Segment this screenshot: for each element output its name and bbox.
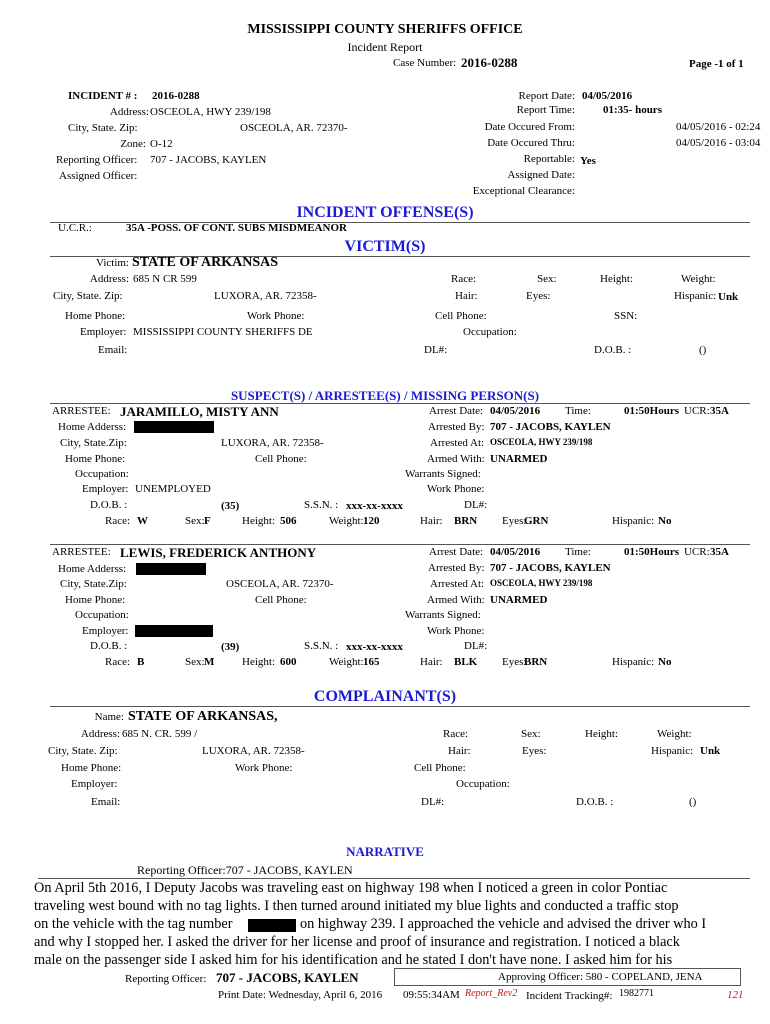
suspects-heading: SUSPECT(S) / ARRESTEE(S) / MISSING PERSON(S) (230, 388, 540, 403)
arrestee1-city-label: City, State.Zip: (60, 437, 127, 449)
arrestee2-label: ARRESTEE: (52, 546, 111, 558)
complainant-cell-phone-label: Cell Phone: (414, 762, 466, 774)
victim-height-label: Height: (600, 273, 633, 285)
page-number: 121 (727, 989, 744, 1001)
complainant-dl-label: DL#: (421, 796, 445, 808)
victim-address-label: Address: (89, 273, 129, 285)
victim-city: LUXORA, AR. 72358- (214, 290, 317, 302)
address-label: Address: (109, 106, 149, 118)
incident-number: 2016-0288 (152, 90, 200, 102)
victim-weight-label: Weight: (681, 273, 716, 285)
incident-city: OSCEOLA, AR. 72370- (240, 122, 348, 134)
complainant-address-label: Address: (80, 728, 120, 740)
narrative-line-2: traveling west bound with no tag lights. I then turned around initiated my blue lights and conducted a traffic stop (34, 898, 679, 914)
victim-employer: MISSISSIPPI COUNTY SHERIFFS DE (133, 326, 313, 338)
arrestee1-height-label: Height: (242, 515, 275, 527)
narrative-line-5: male on the passenger side I asked him for his identification and he stated I don't have none. I asked him for his (34, 952, 673, 968)
arrestee2-hispanic: No (658, 656, 672, 668)
arrestee1-race: W (137, 515, 148, 527)
report-time: 01:35- hours (603, 104, 662, 116)
case-number: 2016-0288 (461, 55, 518, 70)
arrestee2-address-redaction (136, 563, 206, 575)
arrestee1-dob-label: D.O.B. : (90, 499, 128, 511)
arrestee2-employer-redaction (135, 625, 213, 637)
report-subtitle: Incident Report (347, 40, 423, 54)
complainant-name: STATE OF ARKANSAS, (128, 709, 278, 724)
arrestee1-home-phone-label: Home Phone: (65, 453, 126, 465)
victim-heading: VICTIM(S) (344, 238, 426, 255)
arrestee2-armed-label: Armed With: (427, 594, 485, 606)
complainant-divider (50, 706, 750, 707)
complainant-email-label: Email: (91, 796, 121, 808)
offense-heading: INCIDENT OFFENSE(S) (296, 204, 474, 221)
report-date-label: Report Date: (518, 90, 575, 102)
arrestee1-occupation-label: Occupation: (75, 468, 129, 480)
victim-label: Victim: (96, 257, 129, 269)
arrestee2-ucr-label: UCR: (684, 546, 710, 558)
arrestee1-label: ARRESTEE: (52, 405, 111, 417)
zone: O-12 (150, 138, 173, 150)
arrestee1-arrested-by: 707 - JACOBS, KAYLEN (490, 421, 611, 433)
victim-hair-label: Hair: (455, 290, 478, 302)
report-time-label: Report Time: (516, 104, 575, 116)
page-indicator: Page -1 of 1 (689, 58, 744, 70)
arrestee2-weight-label: Weight: (329, 656, 364, 668)
occured-thru-label: Date Occured Thru: (487, 137, 575, 149)
victim-occupation-label: Occupation: (463, 326, 517, 338)
incident-label: INCIDENT # : (68, 90, 138, 102)
office-title: MISSISSIPPI COUNTY SHERIFFS OFFICE (247, 22, 523, 37)
complainant-home-phone-label: Home Phone: (61, 762, 122, 774)
arrestee2-arrest-date: 04/05/2016 (490, 546, 541, 558)
complainant-race-label: Race: (443, 728, 469, 740)
arrestee2-eyes-label: Eyes: (502, 656, 527, 668)
occured-thru: 04/05/2016 - 03:04 (676, 137, 761, 149)
arrestee2-arrested-by-label: Arrested By: (428, 562, 485, 574)
complainant-eyes-label: Eyes: (522, 745, 547, 757)
case-number-label: Case Number: (393, 57, 457, 69)
zone-label: Zone: (120, 138, 146, 150)
arrestee1-warrants-label: Warrants Signed: (405, 468, 481, 480)
footer-reporting-label: Reporting Officer: (125, 973, 207, 985)
occured-from: 04/05/2016 - 02:24 (676, 121, 761, 133)
arrestee2-hair-label: Hair: (420, 656, 443, 668)
victim-ssn-label: SSN: (614, 310, 638, 322)
arrestee1-ssn-label: S.S.N. : (304, 499, 339, 511)
arrestee2-city: OSCEOLA, AR. 72370- (226, 578, 334, 590)
arrestee1-weight-label: Weight: (329, 515, 364, 527)
complainant-weight-label: Weight: (657, 728, 692, 740)
arrestee1-arrested-at: OSCEOLA, HWY 239/198 (490, 437, 593, 447)
footer-reporting-officer: 707 - JACOBS, KAYLEN (216, 970, 359, 985)
victim-hispanic-label: Hispanic: (674, 290, 717, 302)
approving-officer: Approving Officer: 580 - COPELAND, JENA (498, 971, 703, 983)
complainant-work-phone-label: Work Phone: (235, 762, 293, 774)
reportable-label: Reportable: (523, 153, 575, 165)
arrestee1-home-address-label: Home Adderss: (58, 421, 127, 433)
arrestee1-ucr-label: UCR: (684, 405, 710, 417)
arrestee2-cell-phone-label: Cell Phone: (255, 594, 307, 606)
arrestee1-hair-label: Hair: (420, 515, 443, 527)
victim-employer-label: Employer: (80, 326, 127, 338)
arrestee2-name: LEWIS, FREDERICK ANTHONY (120, 545, 317, 560)
victim-hispanic: Unk (718, 291, 739, 303)
arrestee1-work-phone-label: Work Phone: (427, 483, 485, 495)
arrestee1-name: JARAMILLO, MISTY ANN (120, 404, 279, 419)
victim-cell-phone-label: Cell Phone: (435, 310, 487, 322)
print-date: Print Date: Wednesday, April 6, 2016 (218, 989, 383, 1001)
reportable: Yes (580, 155, 596, 167)
reporting-officer: 707 - JACOBS, KAYLEN (150, 154, 267, 166)
complainant-address: 685 N. CR. 599 / (122, 728, 198, 740)
arrestee2-arrest-date-label: Arrest Date: (429, 546, 484, 558)
arrestee1-armed: UNARMED (490, 453, 548, 465)
arrestee1-age: (35) (221, 500, 240, 512)
arrestee2-weight: 165 (363, 656, 380, 668)
victim-work-phone-label: Work Phone: (247, 310, 305, 322)
arrestee1-ucr: 35A (710, 405, 729, 417)
arrestee1-employer: UNEMPLOYED (135, 483, 211, 495)
tracking-label: Incident Tracking#: (526, 990, 613, 1002)
ucr-label: U.C.R.: (58, 222, 92, 234)
arrestee2-arrested-at: OSCEOLA, HWY 239/198 (490, 578, 593, 588)
narrative-divider (38, 878, 750, 879)
arrestee2-warrants-label: Warrants Signed: (405, 609, 481, 621)
arrestee2-ssn: xxx-xx-xxxx (346, 641, 403, 653)
victim-eyes-label: Eyes: (526, 290, 551, 302)
arrestee1-race-label: Race: (105, 515, 131, 527)
arrestee2-age: (39) (221, 641, 240, 653)
print-time: 09:55:34AM (403, 989, 460, 1001)
arrestee2-time: 01:50Hours (624, 546, 679, 558)
arrestee2-sex: M (204, 656, 215, 668)
assigned-officer-label: Assigned Officer: (59, 170, 138, 182)
victim-dl-label: DL#: (424, 344, 448, 356)
arrestee2-dl-label: DL#: (464, 640, 488, 652)
arrestee1-eyes-label: Eyes: (502, 515, 527, 527)
complainant-heading: COMPLAINANT(S) (313, 688, 457, 705)
incident-address: OSCEOLA, HWY 239/198 (150, 106, 271, 118)
victim-email-label: Email: (98, 344, 128, 356)
arrestee2-ucr: 35A (710, 546, 729, 558)
arrestee2-time-label: Time: (565, 546, 591, 558)
victim-age: () (699, 344, 707, 356)
complainant-height-label: Height: (585, 728, 618, 740)
arrestee1-time-label: Time: (565, 405, 591, 417)
victim-home-phone-label: Home Phone: (65, 310, 126, 322)
complainant-hispanic-label: Hispanic: (651, 745, 694, 757)
victim-city-label: City, State. Zip: (53, 290, 123, 302)
arrestee2-sex-label: Sex: (185, 656, 205, 668)
arrestee2-home-phone-label: Home Phone: (65, 594, 126, 606)
narrative-line-4: and why I stopped her. I asked the driver for her license and proof of insurance and registration. I noticed a black (34, 934, 680, 950)
arrestee2-hair: BLK (454, 656, 478, 668)
tracking-number: 1982771 (619, 988, 654, 999)
arrestee1-arrested-by-label: Arrested By: (428, 421, 485, 433)
arrestee1-armed-label: Armed With: (427, 453, 485, 465)
assigned-date-label: Assigned Date: (507, 169, 575, 181)
tag-number-redaction (248, 919, 296, 932)
arrestee1-hispanic: No (658, 515, 672, 527)
victim-dob-label: D.O.B. : (594, 344, 632, 356)
victim-address: 685 N CR 599 (133, 273, 197, 285)
complainant-city: LUXORA, AR. 72358- (202, 745, 305, 757)
arrestee1-hispanic-label: Hispanic: (612, 515, 655, 527)
victim-name: STATE OF ARKANSAS (132, 255, 278, 270)
report-revision: Report_Rev2 (465, 988, 518, 999)
arrestee1-employer-label: Employer: (82, 483, 129, 495)
narrative-line-3b: on highway 239. I approached the vehicle and advised the driver who I (300, 916, 707, 932)
arrestee1-hair: BRN (454, 515, 478, 527)
arrestee1-arrested-at-label: Arrested At: (430, 437, 485, 449)
arrestee1-arrest-date-label: Arrest Date: (429, 405, 484, 417)
reporting-officer-label: Reporting Officer: (56, 154, 138, 166)
narrative-officer: Reporting Officer:707 - JACOBS, KAYLEN (137, 863, 353, 877)
complainant-dob-label: D.O.B. : (576, 796, 614, 808)
arrestee1-height: 506 (280, 515, 297, 527)
arrestee2-work-phone-label: Work Phone: (427, 625, 485, 637)
complainant-occupation-label: Occupation: (456, 778, 510, 790)
arrestee1-sex-label: Sex: (185, 515, 205, 527)
narrative-heading: NARRATIVE (346, 844, 424, 859)
arrestee1-cell-phone-label: Cell Phone: (255, 453, 307, 465)
exceptional-clearance-label: Exceptional Clearance: (472, 185, 575, 197)
arrestee2-ssn-label: S.S.N. : (304, 640, 339, 652)
complainant-hispanic: Unk (700, 745, 721, 757)
arrestee1-city: LUXORA, AR. 72358- (221, 437, 324, 449)
arrestee2-height: 600 (280, 656, 297, 668)
complainant-age: () (689, 796, 697, 808)
complainant-name-label: Name: (94, 711, 124, 723)
arrestee1-eyes: GRN (524, 515, 549, 527)
arrestee2-hispanic-label: Hispanic: (612, 656, 655, 668)
arrestee2-occupation-label: Occupation: (75, 609, 129, 621)
arrestee1-weight: 120 (363, 515, 380, 527)
arrestee2-height-label: Height: (242, 656, 275, 668)
arrestee1-address-redaction (134, 421, 214, 433)
arrestee2-race: B (137, 656, 145, 668)
arrestee2-arrested-by: 707 - JACOBS, KAYLEN (490, 562, 611, 574)
arrestee2-eyes: BRN (524, 656, 548, 668)
occured-from-label: Date Occured From: (484, 121, 575, 133)
city-label: City, State. Zip: (68, 122, 138, 134)
report-date: 04/05/2016 (582, 90, 633, 102)
arrestee2-armed: UNARMED (490, 594, 548, 606)
arrestee2-race-label: Race: (105, 656, 131, 668)
arrestee1-dl-label: DL#: (464, 499, 488, 511)
arrestee1-arrest-date: 04/05/2016 (490, 405, 541, 417)
narrative-line-1: On April 5th 2016, I Deputy Jacobs was traveling east on highway 198 when I noticed a green in color Pontiac (34, 880, 668, 896)
complainant-hair-label: Hair: (448, 745, 471, 757)
arrestee1-ssn: xxx-xx-xxxx (346, 500, 403, 512)
arrestee1-time: 01:50Hours (624, 405, 679, 417)
arrestee1-sex: F (204, 515, 211, 527)
ucr-offense: 35A -POSS. OF CONT. SUBS MISDMEANOR (126, 222, 347, 234)
victim-sex-label: Sex: (537, 273, 557, 285)
complainant-sex-label: Sex: (521, 728, 541, 740)
arrestee2-home-address-label: Home Adderss: (58, 563, 127, 575)
arrestee2-employer-label: Employer: (82, 625, 129, 637)
arrestee2-city-label: City, State.Zip: (60, 578, 127, 590)
narrative-line-3a: on the vehicle with the tag number (34, 916, 233, 932)
victim-race-label: Race: (451, 273, 477, 285)
complainant-city-label: City, State. Zip: (48, 745, 118, 757)
arrestee2-arrested-at-label: Arrested At: (430, 578, 485, 590)
complainant-employer-label: Employer: (71, 778, 118, 790)
arrestee2-dob-label: D.O.B. : (90, 640, 128, 652)
